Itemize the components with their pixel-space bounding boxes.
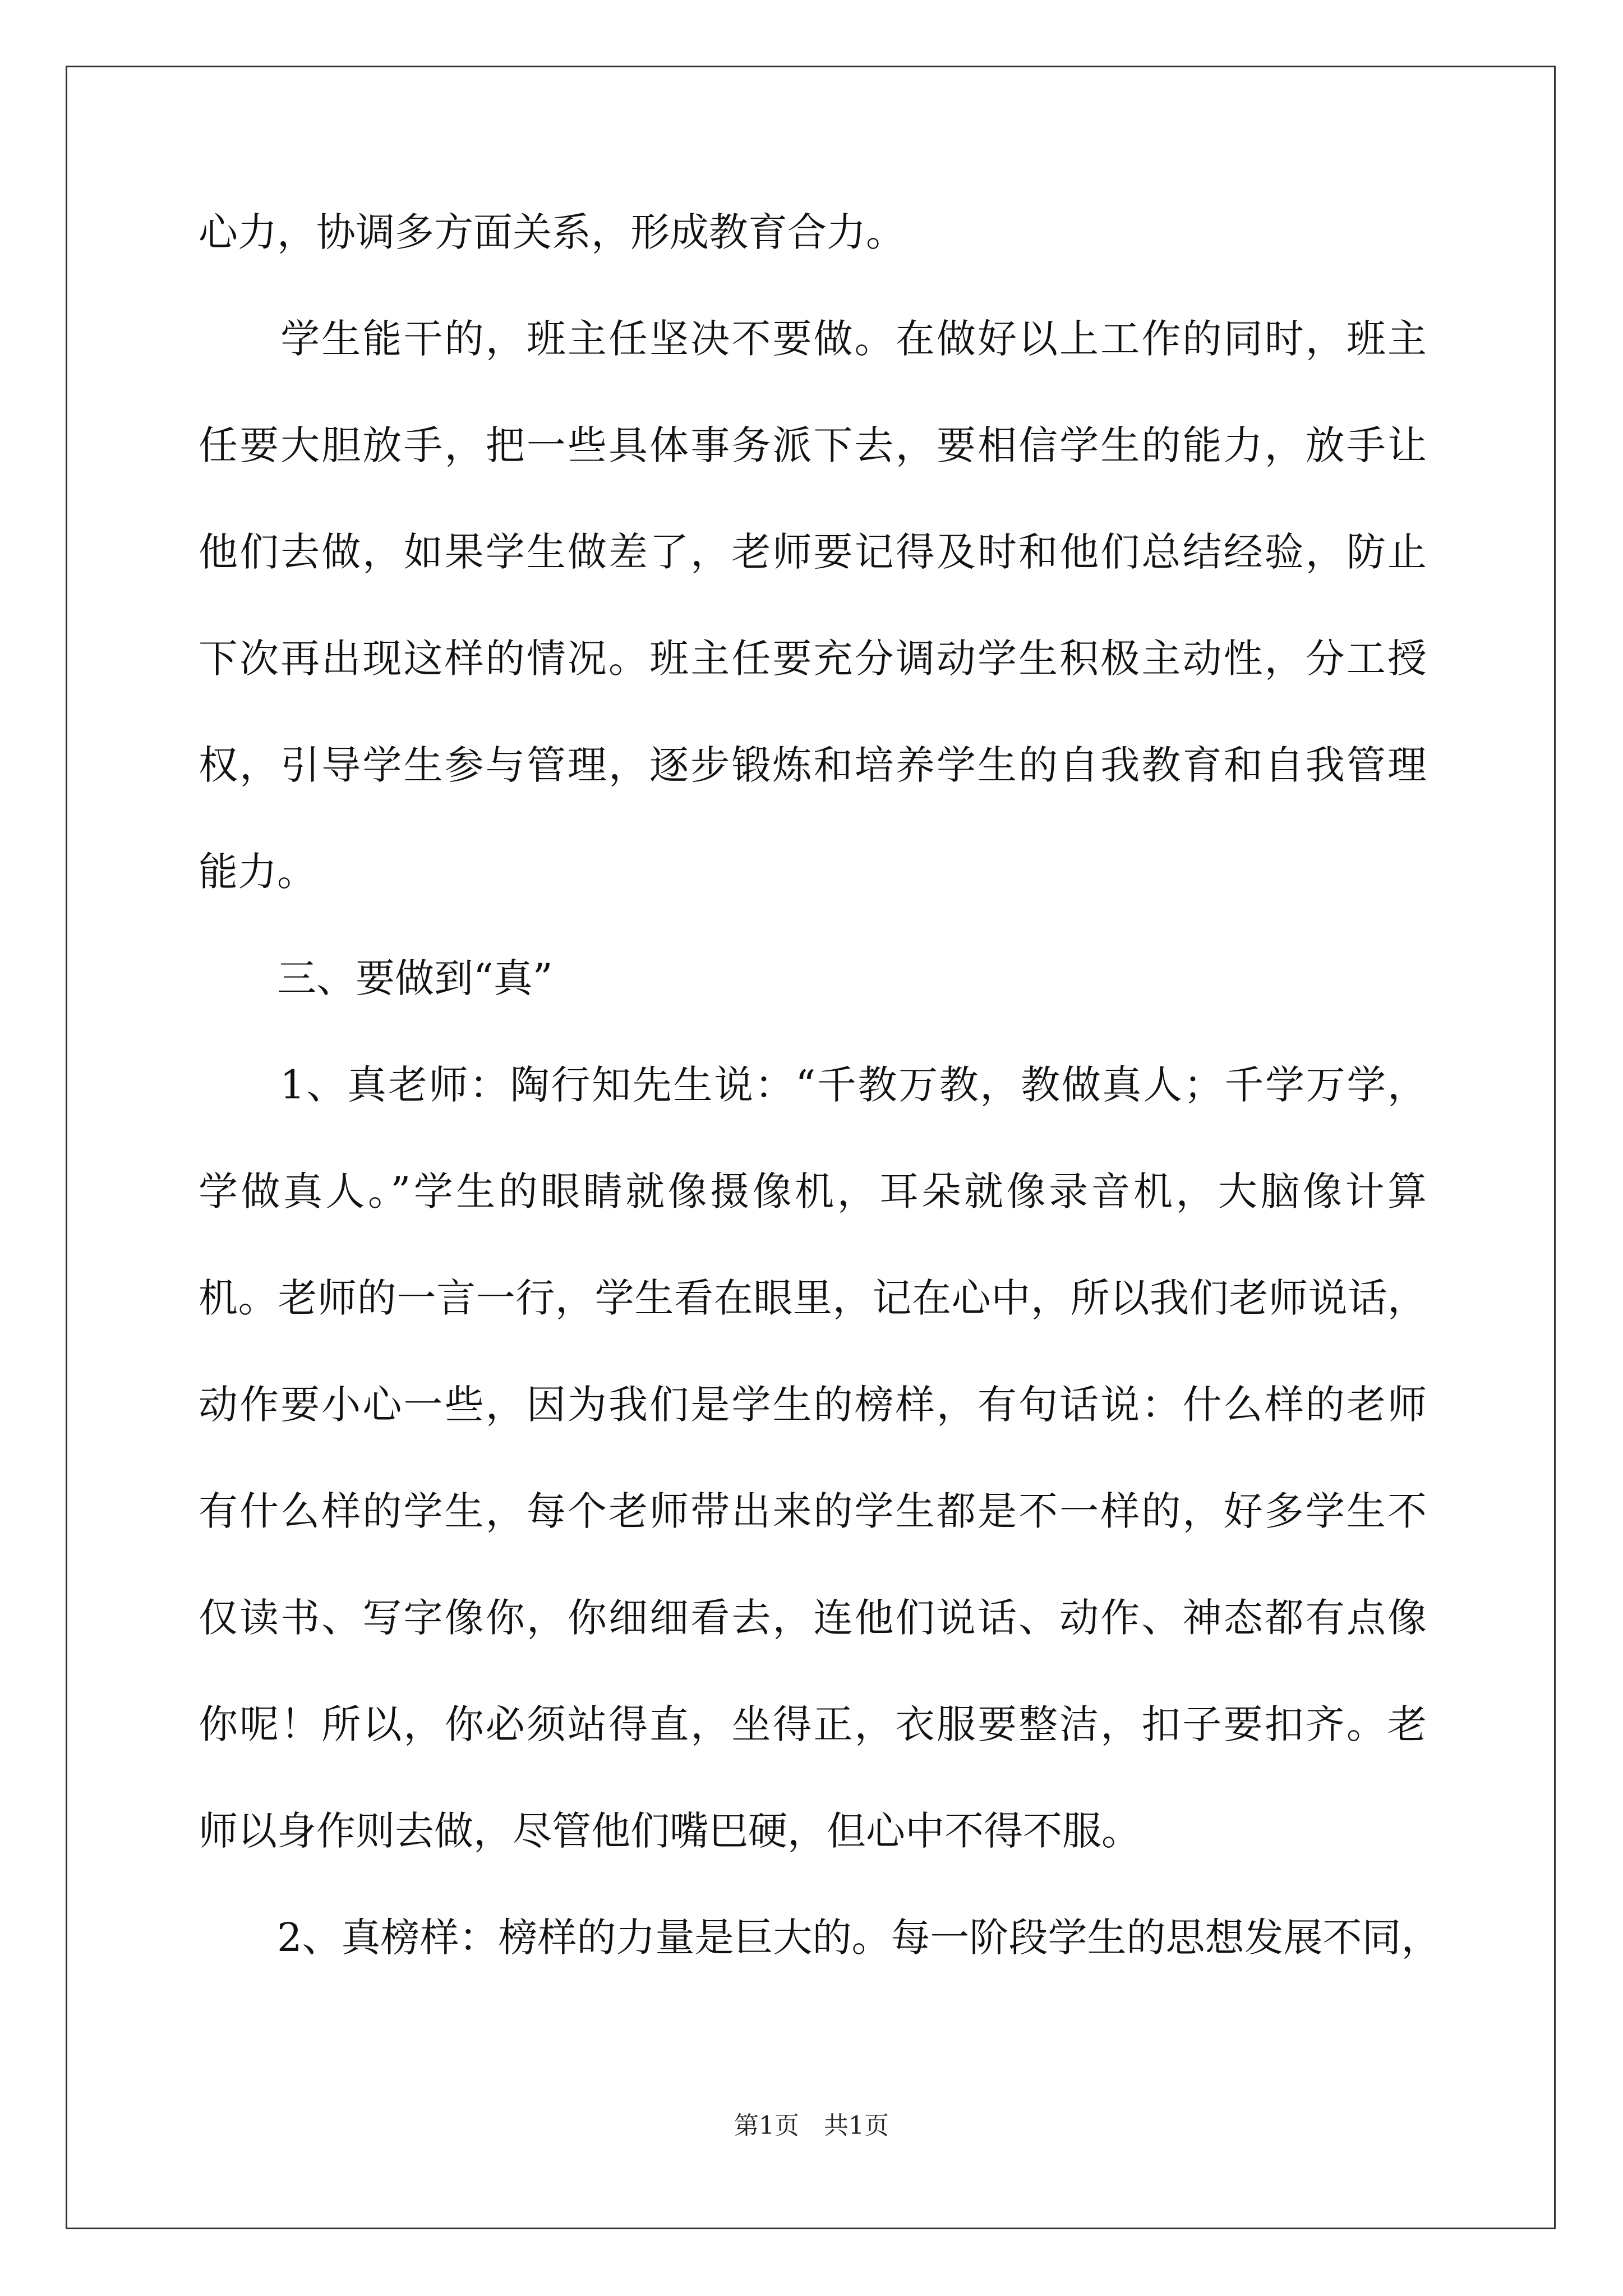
text-line: 学生能干的，班主任坚决不要做。在做好以上工作的同时，班主 <box>199 316 1427 362</box>
text-line: 有什么样的学生，每个老师带出来的学生都是不一样的，好多学生不 <box>199 1488 1427 1534</box>
text-line: 1、真老师：陶行知先生说：“千教万教，教做真人；千学万学， <box>199 1062 1427 1108</box>
text-line: 师以身作则去做，尽管他们嘴巴硬，但心中不得不服。 <box>199 1808 1141 1854</box>
text-line: 仅读书、写字像你，你细细看去，连他们说话、动作、神态都有点像 <box>199 1595 1427 1641</box>
text-line: 权，引导学生参与管理，逐步锻炼和培养学生的自我教育和自我管理 <box>199 742 1427 788</box>
text-line: 下次再出现这样的情况。班主任要充分调动学生积极主动性，分工授 <box>199 636 1427 682</box>
page-border <box>66 66 1556 2229</box>
text-line: 任要大胆放手，把一些具体事务派下去，要相信学生的能力，放手让 <box>199 422 1427 468</box>
text-line: 你呢！所以，你必须站得直，坐得正，衣服要整洁，扣子要扣齐。老 <box>199 1701 1427 1747</box>
text-line: 动作要小心一些，因为我们是学生的榜样，有句话说：什么样的老师 <box>199 1382 1427 1428</box>
text-line: 心力，协调多方面关系，形成教育合力。 <box>199 209 905 255</box>
text-line: 机。老师的一言一行，学生看在眼里，记在心中，所以我们老师说话， <box>199 1275 1427 1321</box>
page-number-footer: 第1页 共1页 <box>734 2111 889 2140</box>
section-heading: 三、要做到“真” <box>199 955 553 1001</box>
text-line: 学做真人。”学生的眼睛就像摄像机，耳朵就像录音机，大脑像计算 <box>199 1168 1427 1214</box>
text-line: 他们去做，如果学生做差了，老师要记得及时和他们总结经验，防止 <box>199 529 1427 575</box>
text-line: 2、真榜样：榜样的力量是巨大的。每一阶段学生的思想发展不同， <box>199 1915 1441 1961</box>
text-line: 能力。 <box>199 849 316 895</box>
